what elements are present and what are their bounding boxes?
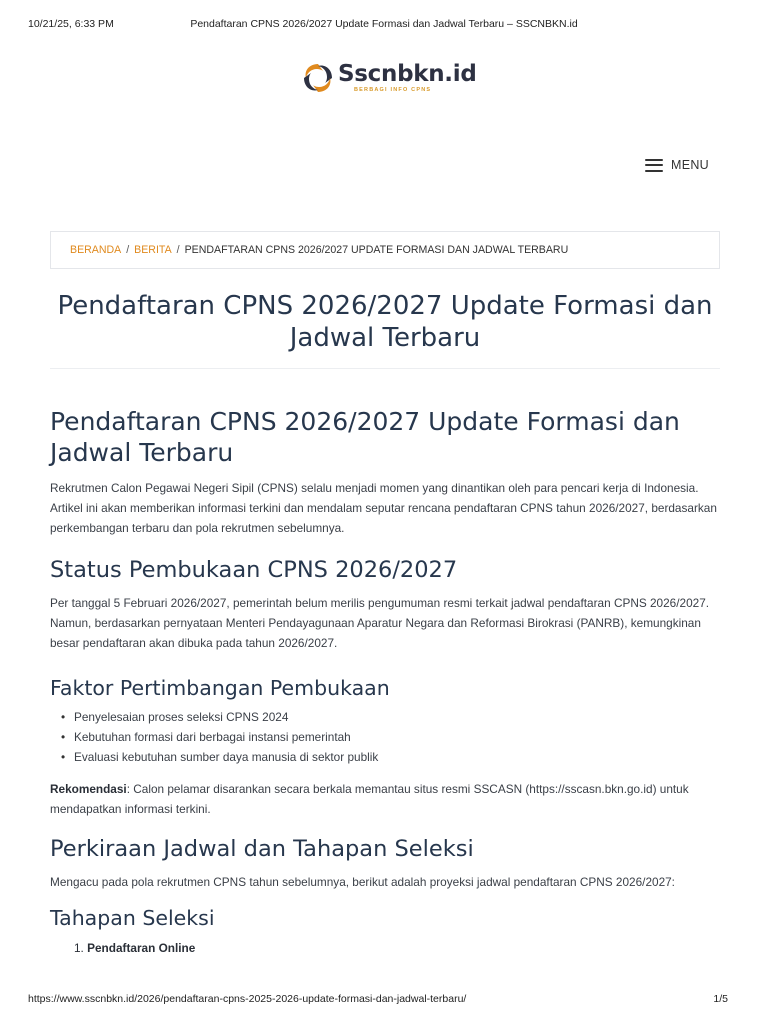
breadcrumb	[50, 231, 720, 269]
breadcrumb-home-link[interactable]: BERANDA	[70, 244, 122, 256]
print-page-number: 1/5	[713, 993, 728, 1005]
intro-paragraph: Rekrutmen Calon Pegawai Negeri Sipil (CPNS) selalu menjadi momen yang dinantikan oleh para pencari kerja di Indonesia. Artikel ini akan memberikan informasi terkini dan mendalam seputar rencana pendaftaran CPNS tahun 2026/2027, berdasarkan perkembangan terbaru dan pola rekrutmen sebelumnya.	[50, 481, 717, 535]
recommendation-label: Rekomendasi	[50, 782, 127, 796]
list-item	[74, 938, 722, 958]
print-header	[28, 18, 740, 32]
print-datetime: 10/21/25, 6:33 PM	[28, 18, 114, 30]
breadcrumb-separator: /	[176, 244, 180, 256]
swirl-logo-icon	[300, 60, 336, 96]
schedule-heading: Perkiraan Jadwal dan Tahapan Seleksi	[50, 836, 474, 862]
status-heading: Status Pembukaan CPNS 2026/2027	[50, 557, 458, 583]
status-paragraph: Per tanggal 5 Februari 2026/2027, pemerintah belum merilis pengumuman resmi terkait jadwal pendaftaran CPNS 2026/2027. Namun, berdasarkan pernyataan Menteri Pendayagunaan Aparatur Negara dan Reformasi Birokrasi (PANRB), kemungkinan besar pendaftaran akan dibuka pada tahun 2026/2027.	[50, 596, 710, 650]
hamburger-icon	[645, 159, 663, 172]
print-footer	[28, 993, 740, 1007]
breadcrumb-current: PENDAFTARAN CPNS 2026/2027 UPDATE FORMASI DAN JADWAL TERBARU	[184, 244, 569, 256]
list-item: • Penyelesaian proses seleksi CPNS 2024	[74, 707, 722, 727]
list-item: • Kebutuhan formasi dari berbagai instansi pemerintah	[74, 727, 722, 747]
stages-list	[74, 938, 722, 958]
recommendation-paragraph	[50, 779, 722, 819]
divider	[50, 368, 720, 369]
breadcrumb-category-link[interactable]: BERITA	[134, 244, 172, 256]
list-item: • Evaluasi kebutuhan sumber daya manusia di sektor publik	[74, 747, 722, 767]
stages-heading: Tahapan Seleksi	[50, 906, 215, 930]
logo-text: Sscnbkn.id	[338, 60, 477, 87]
factors-list	[74, 707, 722, 767]
logo-tagline: BERBAGI INFO CPNS	[354, 86, 432, 93]
page-title: Pendaftaran CPNS 2026/2027 Update Formasi dan Jadwal Terbaru	[57, 291, 713, 353]
factors-heading: Faktor Pertimbangan Pembukaan	[50, 676, 390, 700]
stage-label: Pendaftaran Online	[87, 941, 196, 955]
menu-label: MENU	[671, 158, 710, 172]
article-heading: Pendaftaran CPNS 2026/2027 Update Formasi dan Jadwal Terbaru	[50, 407, 680, 467]
print-url: https://www.sscnbkn.id/2026/pendaftaran-cpns-2025-2026-update-formasi-dan-jadwal-terbaru/	[28, 993, 467, 1005]
schedule-paragraph: Mengacu pada pola rekrutmen CPNS tahun sebelumnya, berikut adalah proyeksi jadwal pendaftaran CPNS 2026/2027:	[50, 875, 675, 889]
recommendation-text: : Calon pelamar disarankan secara berkala memantau situs resmi SSCASN (https://sscasn.bkn.go.id) untuk mendapatkan informasi terkini.	[50, 782, 689, 816]
menu-button[interactable]	[645, 158, 709, 172]
stage-number: 1.	[74, 941, 84, 955]
print-page-title: Pendaftaran CPNS 2026/2027 Update Formasi dan Jadwal Terbaru – SSCNBKN.id	[190, 18, 578, 30]
breadcrumb-separator: /	[126, 244, 130, 256]
article-content	[50, 406, 722, 958]
site-logo[interactable]	[300, 56, 480, 100]
